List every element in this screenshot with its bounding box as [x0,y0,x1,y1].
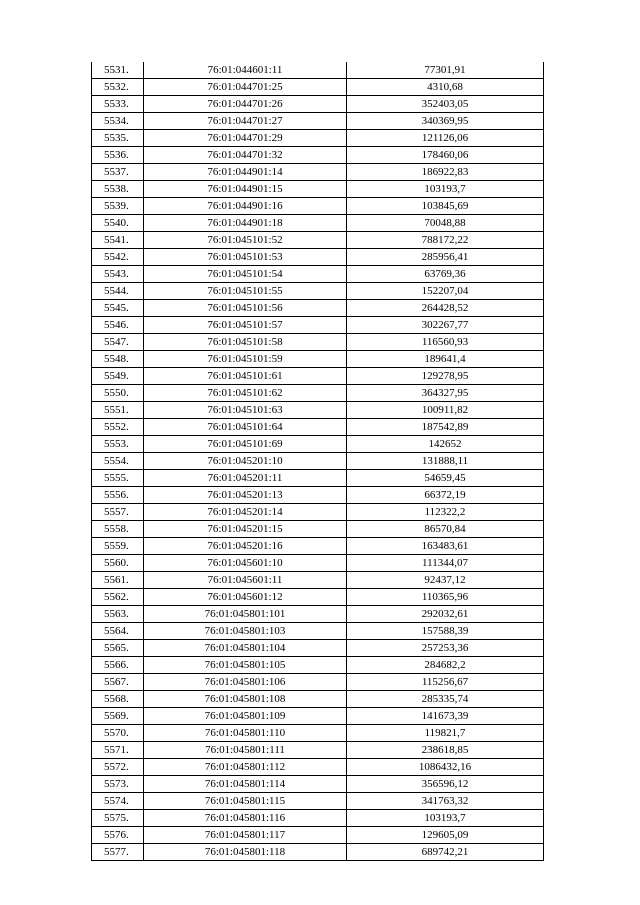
value-cell: 142652 [347,436,544,453]
cadastral-number-cell: 76:01:045101:63 [144,402,347,419]
row-number-cell: 5573. [92,776,144,793]
table-row [92,844,544,861]
value-cell: 131888,11 [347,453,544,470]
cadastral-number-cell: 76:01:045801:106 [144,674,347,691]
row-number-cell: 5552. [92,419,144,436]
value-cell: 66372,19 [347,487,544,504]
cadastral-number-cell: 76:01:045601:10 [144,555,347,572]
value-cell: 110365,96 [347,589,544,606]
table-row [92,725,544,742]
table-row [92,96,544,113]
table-row [92,759,544,776]
table-row [92,113,544,130]
value-cell: 129605,09 [347,827,544,844]
row-number-cell: 5571. [92,742,144,759]
row-number-cell: 5574. [92,793,144,810]
value-cell: 115256,67 [347,674,544,691]
value-cell: 285956,41 [347,249,544,266]
table-row [92,776,544,793]
value-cell: 119821,7 [347,725,544,742]
value-cell: 121126,06 [347,130,544,147]
table-row [92,589,544,606]
value-cell: 292032,61 [347,606,544,623]
cadastral-number-cell: 76:01:045101:64 [144,419,347,436]
value-cell: 70048,88 [347,215,544,232]
table-row [92,334,544,351]
cadastral-number-cell: 76:01:044701:29 [144,130,347,147]
row-number-cell: 5561. [92,572,144,589]
row-number-cell: 5535. [92,130,144,147]
value-cell: 284682,2 [347,657,544,674]
value-cell: 129278,95 [347,368,544,385]
value-cell: 340369,95 [347,113,544,130]
value-cell: 364327,95 [347,385,544,402]
cadastral-number-cell: 76:01:044701:26 [144,96,347,113]
row-number-cell: 5541. [92,232,144,249]
table-row [92,130,544,147]
cadastral-number-cell: 76:01:044601:11 [144,62,347,79]
row-number-cell: 5566. [92,657,144,674]
value-cell: 77301,91 [347,62,544,79]
value-cell: 54659,45 [347,470,544,487]
value-cell: 157588,39 [347,623,544,640]
value-cell: 4310,68 [347,79,544,96]
cadastral-number-cell: 76:01:045801:109 [144,708,347,725]
value-cell: 689742,21 [347,844,544,861]
cadastral-number-cell: 76:01:045801:117 [144,827,347,844]
table-row [92,402,544,419]
table-row [92,266,544,283]
table-row [92,623,544,640]
table-row [92,249,544,266]
row-number-cell: 5570. [92,725,144,742]
cadastral-number-cell: 76:01:045801:108 [144,691,347,708]
value-cell: 186922,83 [347,164,544,181]
cadastral-number-cell: 76:01:045101:69 [144,436,347,453]
table-row [92,810,544,827]
cadastral-number-cell: 76:01:044901:15 [144,181,347,198]
cadastral-number-cell: 76:01:045101:55 [144,283,347,300]
table-row [92,504,544,521]
cadastral-number-cell: 76:01:044701:27 [144,113,347,130]
table-row [92,181,544,198]
table-row [92,453,544,470]
row-number-cell: 5563. [92,606,144,623]
row-number-cell: 5556. [92,487,144,504]
cadastral-number-cell: 76:01:045801:103 [144,623,347,640]
value-cell: 112322,2 [347,504,544,521]
cadastral-number-cell: 76:01:045201:15 [144,521,347,538]
table-row [92,793,544,810]
cadastral-number-cell: 76:01:045801:118 [144,844,347,861]
row-number-cell: 5533. [92,96,144,113]
value-cell: 178460,06 [347,147,544,164]
row-number-cell: 5543. [92,266,144,283]
value-cell: 63769,36 [347,266,544,283]
row-number-cell: 5532. [92,79,144,96]
table-row [92,79,544,96]
row-number-cell: 5555. [92,470,144,487]
table-row [92,606,544,623]
row-number-cell: 5549. [92,368,144,385]
cadastral-number-cell: 76:01:045801:116 [144,810,347,827]
cadastral-number-cell: 76:01:045101:59 [144,351,347,368]
row-number-cell: 5568. [92,691,144,708]
table-row [92,147,544,164]
cadastral-number-cell: 76:01:045601:12 [144,589,347,606]
table-row [92,827,544,844]
cadastral-number-cell: 76:01:044901:16 [144,198,347,215]
table-row [92,555,544,572]
cadastral-number-cell: 76:01:045601:11 [144,572,347,589]
row-number-cell: 5559. [92,538,144,555]
value-cell: 238618,85 [347,742,544,759]
value-cell: 302267,77 [347,317,544,334]
cadastral-number-cell: 76:01:045101:62 [144,385,347,402]
value-cell: 86570,84 [347,521,544,538]
row-number-cell: 5558. [92,521,144,538]
row-number-cell: 5551. [92,402,144,419]
row-number-cell: 5553. [92,436,144,453]
row-number-cell: 5534. [92,113,144,130]
row-number-cell: 5562. [92,589,144,606]
cadastral-number-cell: 76:01:044701:32 [144,147,347,164]
row-number-cell: 5531. [92,62,144,79]
row-number-cell: 5554. [92,453,144,470]
value-cell: 257253,36 [347,640,544,657]
cadastral-number-cell: 76:01:045201:16 [144,538,347,555]
table-row [92,708,544,725]
table-body [92,62,544,861]
row-number-cell: 5546. [92,317,144,334]
table-row [92,487,544,504]
row-number-cell: 5567. [92,674,144,691]
cadastral-number-cell: 76:01:045801:114 [144,776,347,793]
row-number-cell: 5576. [92,827,144,844]
table-row [92,283,544,300]
row-number-cell: 5569. [92,708,144,725]
value-cell: 187542,89 [347,419,544,436]
row-number-cell: 5572. [92,759,144,776]
value-cell: 264428,52 [347,300,544,317]
cadastral-number-cell: 76:01:045801:112 [144,759,347,776]
cadastral-number-cell: 76:01:044701:25 [144,79,347,96]
value-cell: 103193,7 [347,181,544,198]
cadastral-number-cell: 76:01:045801:111 [144,742,347,759]
value-cell: 111344,07 [347,555,544,572]
value-cell: 163483,61 [347,538,544,555]
cadastral-number-cell: 76:01:045101:61 [144,368,347,385]
cadastral-number-cell: 76:01:045201:11 [144,470,347,487]
table-row [92,351,544,368]
row-number-cell: 5575. [92,810,144,827]
table-row [92,657,544,674]
row-number-cell: 5540. [92,215,144,232]
table-row [92,62,544,79]
row-number-cell: 5557. [92,504,144,521]
cadastral-number-cell: 76:01:045101:56 [144,300,347,317]
row-number-cell: 5537. [92,164,144,181]
cadastral-number-cell: 76:01:045801:115 [144,793,347,810]
row-number-cell: 5538. [92,181,144,198]
row-number-cell: 5545. [92,300,144,317]
value-cell: 103193,7 [347,810,544,827]
row-number-cell: 5542. [92,249,144,266]
table-row [92,198,544,215]
cadastral-number-cell: 76:01:045101:58 [144,334,347,351]
table-row [92,215,544,232]
row-number-cell: 5577. [92,844,144,861]
cadastral-number-cell: 76:01:044901:18 [144,215,347,232]
table-row [92,419,544,436]
table-row [92,691,544,708]
value-cell: 189641,4 [347,351,544,368]
value-cell: 341763,32 [347,793,544,810]
value-cell: 788172,22 [347,232,544,249]
table-row [92,436,544,453]
table-row [92,368,544,385]
row-number-cell: 5544. [92,283,144,300]
row-number-cell: 5550. [92,385,144,402]
cadastral-number-cell: 76:01:045801:105 [144,657,347,674]
table-row [92,317,544,334]
row-number-cell: 5564. [92,623,144,640]
cadastral-number-cell: 76:01:045201:14 [144,504,347,521]
table-row [92,232,544,249]
table-row [92,300,544,317]
cadastral-number-cell: 76:01:044901:14 [144,164,347,181]
row-number-cell: 5547. [92,334,144,351]
table-row [92,674,544,691]
value-cell: 116560,93 [347,334,544,351]
row-number-cell: 5536. [92,147,144,164]
value-cell: 1086432,16 [347,759,544,776]
row-number-cell: 5548. [92,351,144,368]
value-cell: 356596,12 [347,776,544,793]
table-row [92,572,544,589]
table-row [92,470,544,487]
value-cell: 285335,74 [347,691,544,708]
cadastral-number-cell: 76:01:045201:13 [144,487,347,504]
value-cell: 152207,04 [347,283,544,300]
value-cell: 100911,82 [347,402,544,419]
value-cell: 92437,12 [347,572,544,589]
row-number-cell: 5565. [92,640,144,657]
table-row [92,538,544,555]
cadastral-value-table [91,62,544,861]
cadastral-number-cell: 76:01:045101:54 [144,266,347,283]
cadastral-number-cell: 76:01:045101:53 [144,249,347,266]
row-number-cell: 5539. [92,198,144,215]
value-cell: 352403,05 [347,96,544,113]
cadastral-number-cell: 76:01:045801:110 [144,725,347,742]
table-row [92,521,544,538]
value-cell: 141673,39 [347,708,544,725]
cadastral-number-cell: 76:01:045801:101 [144,606,347,623]
table-row [92,742,544,759]
table-row [92,640,544,657]
table-row [92,164,544,181]
row-number-cell: 5560. [92,555,144,572]
table-row [92,385,544,402]
cadastral-number-cell: 76:01:045101:57 [144,317,347,334]
value-cell: 103845,69 [347,198,544,215]
cadastral-number-cell: 76:01:045801:104 [144,640,347,657]
cadastral-number-cell: 76:01:045201:10 [144,453,347,470]
cadastral-number-cell: 76:01:045101:52 [144,232,347,249]
